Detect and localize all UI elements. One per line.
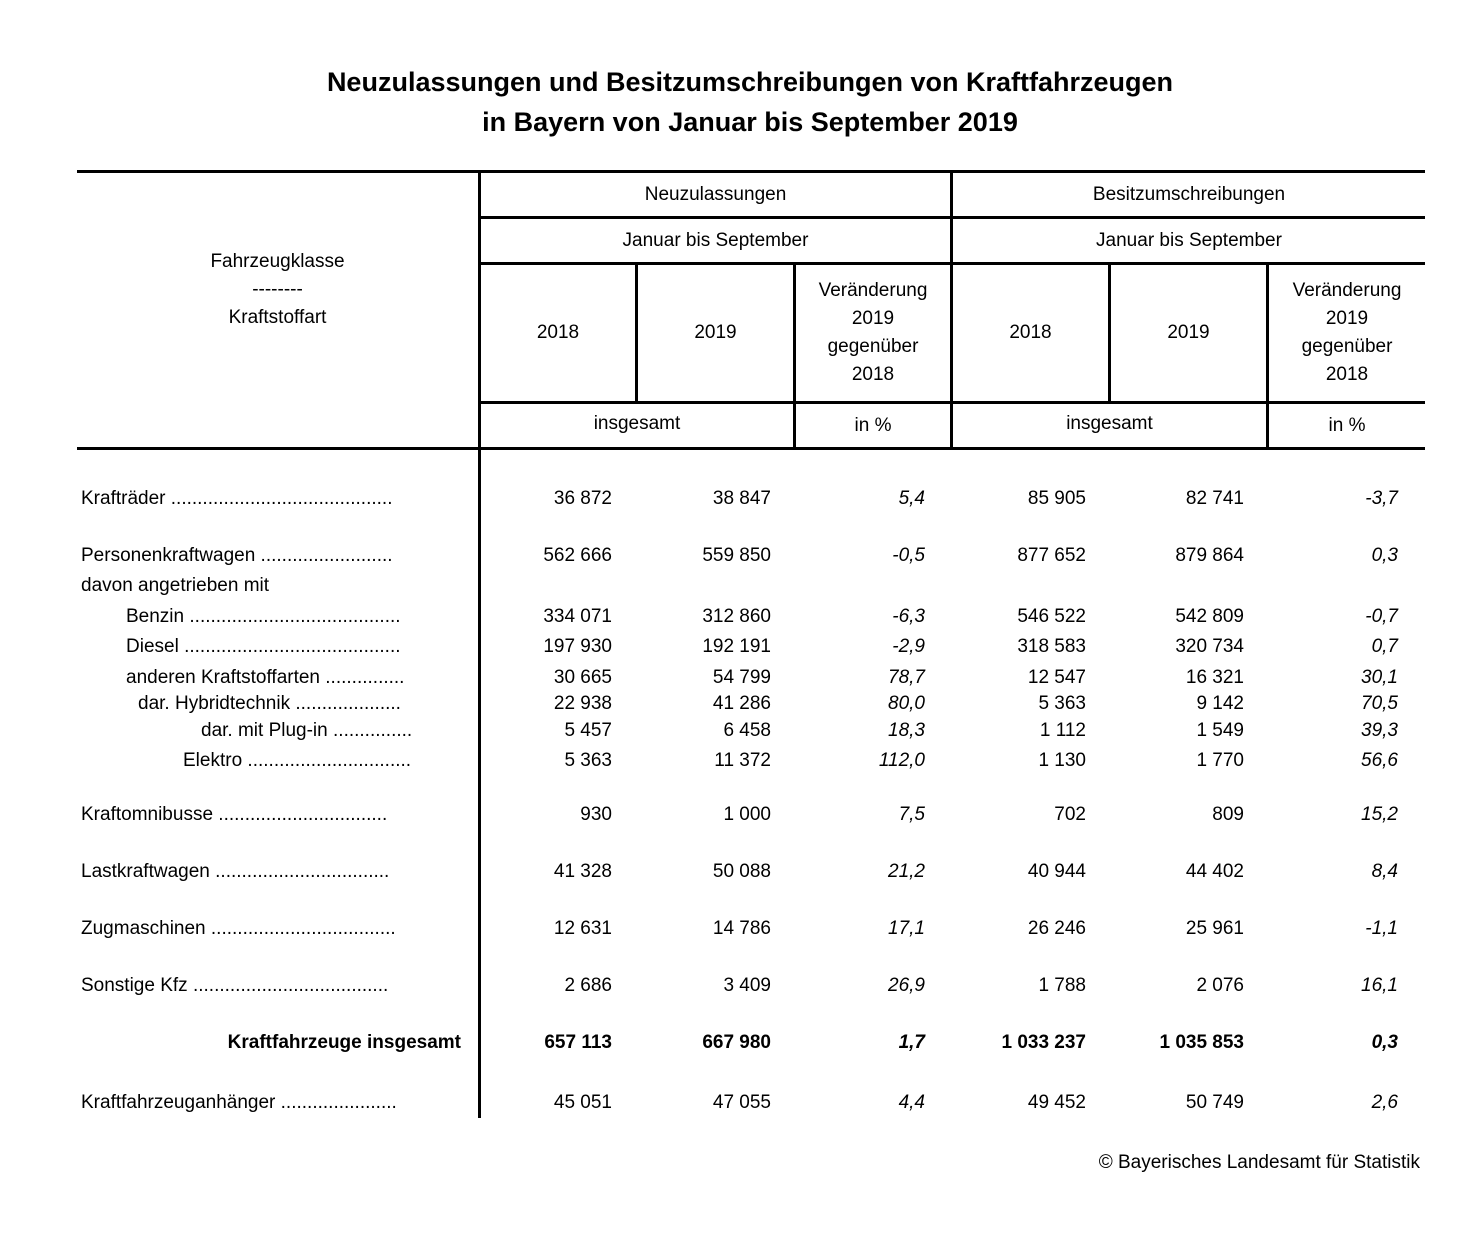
bu-group-header: Besitzumschreibungen [1092,183,1286,205]
leader-dots: ......................... [255,545,393,566]
leader-dots: ......................................... [178,636,401,657]
cell-nzpct: 1,7 [898,1032,925,1053]
nz-unit-pct: in % [854,414,892,436]
bu-change-header [1269,265,1425,401]
cell-bu2018: 1 033 237 [1001,1032,1086,1053]
cell-bupct: -1,1 [1365,918,1398,939]
cell-bupct: 8,4 [1371,861,1398,882]
leader-dots: ............... [320,667,405,688]
leader-dots: ..................................... [187,975,389,996]
cell-bupct: 0,7 [1371,636,1398,657]
nz-2018-header: 2018 [536,322,580,343]
row-label [183,749,461,773]
cell-bu2019: 50 749 [1185,1092,1244,1113]
cell-bupct: 16,1 [1361,975,1398,996]
cell-nz2018: 562 666 [543,545,612,566]
cell-bu2018: 546 522 [1017,606,1086,627]
page-title-line1: Neuzulassungen und Besitzumschreibungen von Kraftfahrzeugen [326,67,1174,97]
cell-nzpct: 5,4 [898,488,925,509]
row-label [81,860,461,884]
cell-bu2019: 1 549 [1196,720,1244,741]
nz-2019-header: 2019 [694,322,737,343]
cell-nzpct: 4,4 [898,1092,925,1113]
row-label-text: Kraftomnibusse [81,804,214,825]
cell-nzpct: 112,0 [878,750,925,771]
row-label [81,1091,461,1115]
cell-nz2018: 41 328 [553,861,612,882]
cell-bu2018: 702 [1054,804,1086,825]
cell-nz2018: 5 457 [564,720,612,741]
cell-nz2019: 667 980 [702,1032,771,1053]
row-label [81,1031,461,1055]
bu-2018-header: 2018 [1009,322,1052,343]
row-label-text: anderen Kraftstoffarten [126,667,320,688]
nz-group-header: Neuzulassungen [644,183,787,205]
row-label-text: Lastkraftwagen [81,861,210,882]
nz-unit-total: insgesamt [593,413,681,434]
page-title-line2: in Bayern von Januar bis September 2019 [482,107,1018,137]
leader-dots: ...................... [275,1092,397,1113]
bu-unit-pct: in % [1328,414,1366,436]
cell-bu2019: 44 402 [1185,861,1244,882]
row-label-text: Benzin [126,606,185,627]
cell-nz2019: 54 799 [712,667,771,688]
cell-nzpct: 21,2 [888,861,925,882]
cell-bupct: 15,2 [1361,804,1398,825]
cell-bu2019: 9 142 [1196,693,1244,714]
cell-nz2019: 47 055 [712,1092,771,1113]
cell-bu2019: 82 741 [1185,488,1244,509]
bu-period-header: Januar bis September [1096,229,1282,251]
stub-header [77,173,478,447]
cell-nzpct: 26,9 [888,975,925,996]
cell-nz2019: 3 409 [723,975,771,996]
row-label [81,974,461,998]
cell-nz2018: 5 363 [564,750,612,771]
cell-nz2019: 50 088 [712,861,771,882]
row-label [81,487,461,511]
cell-bu2018: 12 547 [1027,667,1086,688]
nz-period-header: Januar bis September [622,229,809,251]
row-label-text: Kraftfahrzeuge insgesamt [227,1032,461,1053]
cell-nz2019: 14 786 [712,918,771,939]
row-label [81,574,461,598]
cell-nzpct: -6,3 [892,606,925,627]
leader-dots: ................................ [213,804,388,825]
cell-bupct: -3,7 [1365,488,1398,509]
cell-nzpct: 78,7 [888,667,925,688]
row-label [81,544,461,568]
nz-change-l3: gegenüber [827,336,919,357]
row-label-text: Zugmaschinen [81,918,206,939]
cell-bu2018: 318 583 [1017,636,1086,657]
row-label-text: Diesel [126,636,179,657]
bu-change-l3: gegenüber [1301,336,1393,357]
nz-change-header [796,265,950,401]
cell-bu2018: 1 788 [1038,975,1086,996]
row-label-text: Elektro [183,750,243,771]
row-label-text: dar. mit Plug-in [201,720,328,741]
cell-nz2018: 334 071 [543,606,612,627]
cell-bu2019: 25 961 [1185,918,1244,939]
cell-bu2018: 40 944 [1027,861,1086,882]
cell-nz2018: 22 938 [553,693,612,714]
leader-dots: ................................... [205,918,396,939]
leader-dots: .................... [290,693,401,714]
bu-change-l1: Veränderung [1292,280,1402,301]
cell-bu2019: 879 864 [1175,545,1244,566]
cell-nzpct: -0,5 [892,545,925,566]
cell-nz2018: 45 051 [553,1092,612,1113]
cell-bu2019: 542 809 [1175,606,1244,627]
stub-header-sep: -------- [252,279,303,300]
cell-bu2018: 26 246 [1027,918,1086,939]
cell-nz2019: 38 847 [712,488,771,509]
row-label-text: Krafträder [81,488,166,509]
row-label-text: dar. Hybridtechnik [138,693,291,714]
cell-bu2018: 5 363 [1038,693,1086,714]
row-label [126,635,461,659]
leader-dots: .......................................... [165,488,393,509]
row-label-text: Personenkraftwagen [81,545,256,566]
header-bottom-rule [77,447,1425,450]
cell-nz2019: 192 191 [702,636,771,657]
row-label [81,917,461,941]
cell-bupct: 30,1 [1361,667,1398,688]
cell-nz2019: 6 458 [723,720,771,741]
nz-change-l4: 2018 [851,364,895,385]
nz-change-l1: Veränderung [818,280,928,301]
cell-nz2018: 657 113 [544,1032,612,1053]
row-label-text: Sonstige Kfz [81,975,188,996]
row-label [81,803,461,827]
leader-dots: ................................. [209,861,390,882]
row-label [126,605,461,629]
leader-dots: ........................................ [184,606,401,627]
cell-bupct: -0,7 [1365,606,1398,627]
stub-header-fuel: Kraftstoffart [228,307,327,328]
cell-bupct: 0,3 [1371,1032,1398,1053]
copyright-footer: © Bayerisches Landesamt für Statistik [1098,1152,1420,1173]
cell-nzpct: 80,0 [888,693,925,714]
cell-nzpct: 18,3 [888,720,925,741]
cell-nz2018: 2 686 [564,975,612,996]
cell-nz2018: 12 631 [553,918,612,939]
cell-bu2019: 1 770 [1196,750,1244,771]
cell-nz2019: 41 286 [712,693,771,714]
row-label-text: davon angetrieben mit [81,575,270,596]
cell-nzpct: 17,1 [888,918,925,939]
row-label-text: Kraftfahrzeuganhänger [81,1092,276,1113]
bu-unit-total: insgesamt [1066,413,1153,434]
leader-dots: ............... [327,720,413,741]
cell-bu2019: 16 321 [1185,667,1244,688]
leader-dots: ............................... [242,750,412,771]
row-label [138,692,461,716]
cell-bu2019: 1 035 853 [1159,1032,1244,1053]
bu-change-l2: 2019 [1325,308,1369,329]
cell-bupct: 0,3 [1371,545,1398,566]
cell-bupct: 56,6 [1361,750,1398,771]
cell-nzpct: -2,9 [892,636,925,657]
cell-bupct: 39,3 [1361,720,1398,741]
cell-nz2019: 11 372 [714,750,771,771]
stub-header-class: Fahrzeugklasse [210,251,345,272]
cell-bu2018: 1 130 [1038,750,1086,771]
cell-nz2018: 36 872 [553,488,612,509]
cell-bupct: 70,5 [1361,693,1398,714]
cell-bu2018: 85 905 [1027,488,1086,509]
cell-bu2019: 809 [1212,804,1244,825]
cell-nz2019: 1 000 [723,804,771,825]
row-label [126,666,461,690]
cell-bu2019: 2 076 [1196,975,1244,996]
cell-bu2018: 1 112 [1039,720,1086,741]
cell-nz2019: 312 860 [702,606,771,627]
bu-2019-header: 2019 [1167,322,1210,343]
row-label [201,719,461,743]
nz-change-l2: 2019 [851,308,895,329]
cell-bu2018: 877 652 [1017,545,1086,566]
cell-nz2018: 930 [580,804,612,825]
bu-change-l4: 2018 [1325,364,1369,385]
cell-nz2018: 197 930 [543,636,612,657]
cell-nz2019: 559 850 [702,545,771,566]
cell-bupct: 2,6 [1371,1092,1398,1113]
cell-bu2019: 320 734 [1175,636,1244,657]
cell-bu2018: 49 452 [1027,1092,1086,1113]
cell-nz2018: 30 665 [553,667,612,688]
cell-nzpct: 7,5 [898,804,925,825]
